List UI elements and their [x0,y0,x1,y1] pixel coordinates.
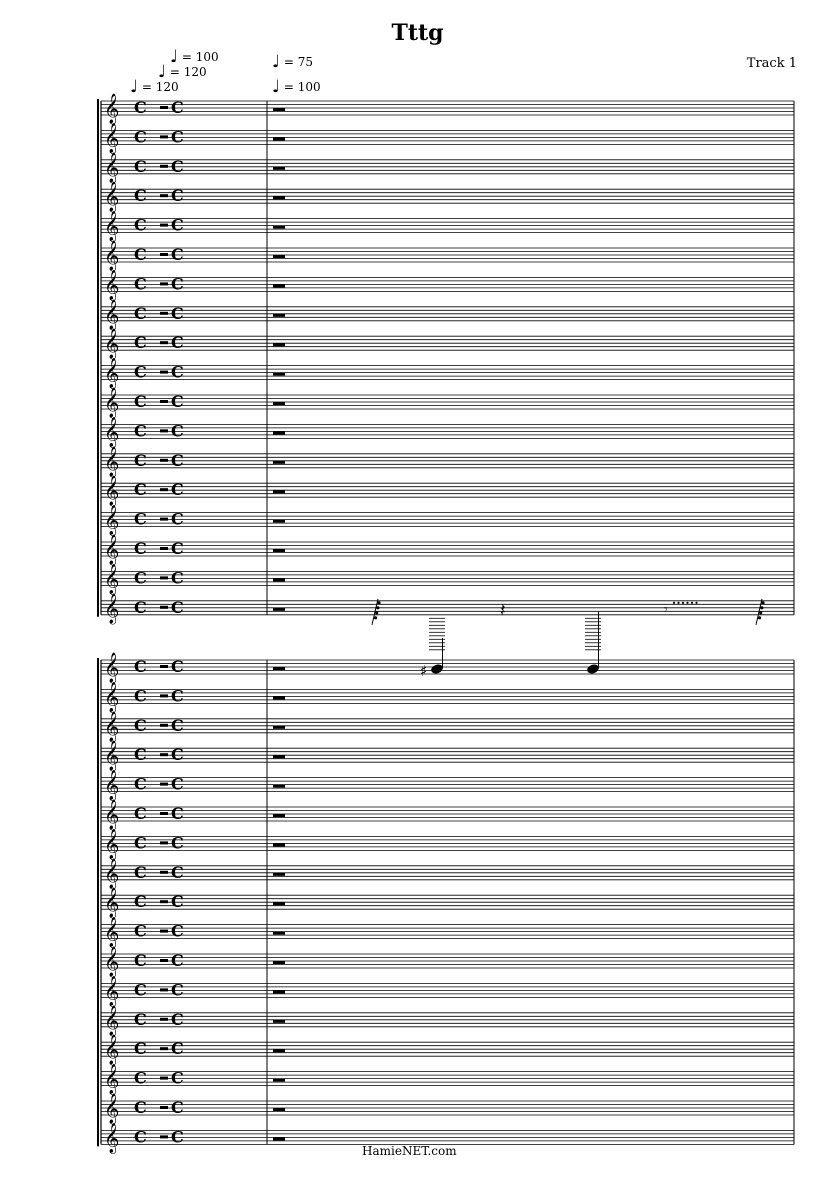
measure-rest [273,785,285,788]
half-rest [160,135,168,138]
tempo-mark-2: ♩ = 120 [158,62,207,82]
treble-clef-icon: 𝄞 [104,947,120,977]
treble-clef-icon: 𝄞 [104,770,120,801]
instrument-label: Track 1 [746,56,797,71]
treble-clef-icon: 𝄞 [104,123,120,154]
half-rest [160,1106,168,1109]
time-signature: C [171,1039,184,1059]
time-signature: C [134,186,147,206]
tempo-mark-5: ♩ = 100 [272,77,321,97]
measure-rest [273,1108,285,1111]
half-rest [160,341,168,344]
treble-clef-icon: 𝄞 [104,535,120,565]
treble-clef-icon: 𝄞 [104,388,120,418]
measure-rest [273,843,285,846]
treble-clef-icon: 𝄞 [104,741,120,772]
half-rest [160,371,168,374]
half-rest [160,665,168,668]
half-rest [160,282,168,285]
treble-clef-icon: 𝄞 [104,270,120,301]
half-rest [160,547,168,550]
time-signature: C [171,186,184,206]
treble-clef-icon: 𝄞 [104,917,120,948]
treble-clef-icon: 𝄞 [104,241,120,271]
time-signature: C [134,98,147,117]
tempo-mark-4: ♩ = 75 [272,52,313,72]
measure-rest [273,431,285,434]
time-signature: C [134,745,147,765]
half-rest [160,165,168,168]
time-signature: C [134,686,147,706]
treble-clef-icon: 𝄞 [104,888,120,919]
time-signature: C [134,509,147,529]
rest-flag [376,606,379,609]
augmentation-dot [695,602,697,604]
time-signature: C [171,392,184,411]
half-rest [160,959,168,962]
measure-rest [273,932,285,935]
treble-clef-icon: 𝄞 [104,211,120,242]
time-signature: C [134,921,147,941]
measure-rest [273,520,285,523]
half-rest [160,988,168,991]
time-signature: C [171,156,184,176]
half-rest [160,753,168,756]
rest-flag [758,616,761,619]
half-rest [160,1135,168,1138]
treble-clef-icon: 𝄞 [104,800,120,830]
time-signature: C [134,980,147,1000]
time-signature: C [171,421,184,441]
treble-clef-icon: 𝄞 [104,682,120,713]
measure-rest [273,461,285,464]
time-signature: C [134,862,147,882]
time-signature: C [134,1039,147,1059]
measure-rest [273,755,285,758]
score-title: Tttg [391,20,444,46]
quarter-rest: 𝄽 [500,599,506,621]
measure-rest [273,255,285,258]
time-signature: C [134,1127,147,1147]
measure-rest [273,873,285,876]
treble-clef-icon: 𝄞 [104,976,120,1007]
time-signature: C [134,1098,147,1117]
time-signature: C [134,951,147,970]
half-rest [160,606,168,609]
measure-rest [273,608,285,611]
time-signature: C [134,539,147,558]
measure-rest [273,137,285,140]
time-signature: C [171,980,184,1000]
time-signature: C [134,156,147,176]
quarter-note-icon: ♩ [170,47,179,67]
augmentation-dot [673,602,675,604]
treble-clef-icon: 𝄞 [104,1064,120,1095]
measure-rest [273,902,285,905]
time-signature: C [134,274,147,294]
note-head [586,663,600,675]
time-signature: C [134,245,147,264]
time-signature: C [171,951,184,970]
treble-clef-icon: 𝄞 [104,152,120,183]
time-signature: C [171,245,184,264]
half-rest [160,518,168,521]
time-signature: C [134,1009,147,1029]
time-signature: C [134,568,147,588]
time-signature: C [134,127,147,147]
time-signature: C [171,450,184,470]
treble-clef-icon: 𝄞 [104,358,120,389]
half-rest [160,783,168,786]
treble-clef-icon: 𝄞 [104,711,120,742]
half-rest [160,194,168,197]
half-rest [160,724,168,727]
treble-clef-icon: 𝄞 [104,299,120,330]
measure-rest [273,314,285,317]
augmentation-dot [682,602,684,604]
treble-clef-icon: 𝄞 [104,94,120,124]
quarter-note-icon: ♩ [272,77,281,97]
time-signature: C [134,833,147,853]
quarter-note-icon: ♩ [130,77,139,97]
treble-clef-icon: 𝄞 [104,476,120,507]
time-signature: C [171,215,184,235]
measure-rest [273,696,285,699]
time-signature: C [134,804,147,823]
tempo-mark-1: ♩ = 100 [170,47,219,67]
treble-clef-icon: 𝄞 [104,182,120,213]
time-signature: C [171,98,184,117]
time-signature: C [171,1098,184,1117]
measure-rest [273,167,285,170]
quarter-note-icon: ♩ [272,52,281,72]
time-signature: C [171,1009,184,1029]
sharp-icon: ♯ [420,662,428,680]
time-signature: C [134,480,147,500]
treble-clef-icon: 𝄞 [104,564,120,595]
time-signature: C [171,686,184,706]
rest-flag [377,601,380,604]
treble-clef-icon: 𝄞 [104,829,120,860]
time-signature: C [171,715,184,735]
measure-rest [273,961,285,964]
half-rest [160,812,168,815]
half-rest [160,576,168,579]
half-rest [160,1047,168,1050]
rest-flag [761,601,764,604]
half-rest [160,930,168,933]
augmentation-dot [691,602,693,604]
half-rest [160,871,168,874]
time-signature: C [171,127,184,147]
time-signature: C [171,921,184,941]
treble-clef-icon: 𝄞 [104,417,120,448]
time-signature: C [134,215,147,235]
augmentation-dot [686,602,688,604]
measure-rest [273,284,285,287]
treble-clef-icon: 𝄞 [104,1035,120,1066]
time-signature: C [134,392,147,411]
half-rest [160,400,168,403]
quarter-note-icon: ♩ [158,62,167,82]
rest-flag [374,616,377,619]
time-signature: C [134,450,147,470]
tempo-mark-3: ♩ = 120 [130,77,179,97]
half-rest [160,1077,168,1080]
half-rest [160,841,168,844]
time-signature: C [134,597,147,617]
half-rest [160,694,168,697]
half-rest [160,312,168,315]
time-signature: C [171,745,184,765]
time-signature: C [171,804,184,823]
half-rest [160,459,168,462]
time-signature: C [134,362,147,382]
half-rest [160,488,168,491]
treble-clef-icon: 𝄞 [104,446,120,477]
measure-rest [273,549,285,552]
time-signature: C [134,303,147,323]
time-signature: C [171,362,184,382]
measure-rest [273,490,285,493]
eighth-rest: 𝄾 [664,601,668,618]
half-rest [160,1018,168,1021]
time-signature: C [171,1127,184,1147]
treble-clef-icon: 𝄞 [104,1005,120,1036]
time-signature: C [171,274,184,294]
measure-rest [273,990,285,993]
treble-clef-icon: 𝄞 [104,858,120,889]
time-signature: C [171,892,184,912]
note-head [430,663,444,675]
half-rest [160,224,168,227]
time-signature: C [134,421,147,441]
augmentation-dot [677,602,679,604]
time-signature: C [134,892,147,912]
time-signature: C [134,715,147,735]
measure-rest [273,402,285,405]
treble-clef-icon: 𝄞 [104,1123,120,1154]
measure-rest [273,726,285,729]
time-signature: C [171,1068,184,1088]
measure-rest [273,196,285,199]
time-signature: C [171,509,184,529]
measure-rest [273,226,285,229]
half-rest [160,106,168,109]
time-signature: C [171,597,184,617]
time-signature: C [134,774,147,794]
treble-clef-icon: 𝄞 [104,1094,120,1124]
measure-rest [273,814,285,817]
treble-clef-icon: 𝄞 [104,593,120,624]
time-signature: C [171,333,184,353]
time-signature: C [171,774,184,794]
measure-rest [273,578,285,581]
measure-rest [273,667,285,670]
time-signature: C [171,539,184,558]
half-rest [160,900,168,903]
treble-clef-icon: 𝄞 [104,505,120,536]
time-signature: C [134,333,147,353]
measure-rest [273,1079,285,1082]
measure-rest [273,1137,285,1140]
time-signature: C [171,657,184,676]
rest-flag [759,611,762,614]
time-signature: C [171,833,184,853]
time-signature: C [171,480,184,500]
rest-flag [375,611,378,614]
half-rest [160,429,168,432]
half-rest [160,253,168,256]
treble-clef-icon: 𝄞 [104,653,120,683]
treble-clef-icon: 𝄞 [104,329,120,360]
time-signature: C [134,1068,147,1088]
time-signature: C [134,657,147,676]
measure-rest [273,108,285,111]
time-signature: C [171,568,184,588]
measure-rest [273,343,285,346]
measure-rest [273,1049,285,1052]
measure-rest [273,1020,285,1023]
time-signature: C [171,862,184,882]
footer-credit: HamieNET.com [362,1144,457,1158]
measure-rest [273,373,285,376]
time-signature: C [171,303,184,323]
rest-flag [760,606,763,609]
